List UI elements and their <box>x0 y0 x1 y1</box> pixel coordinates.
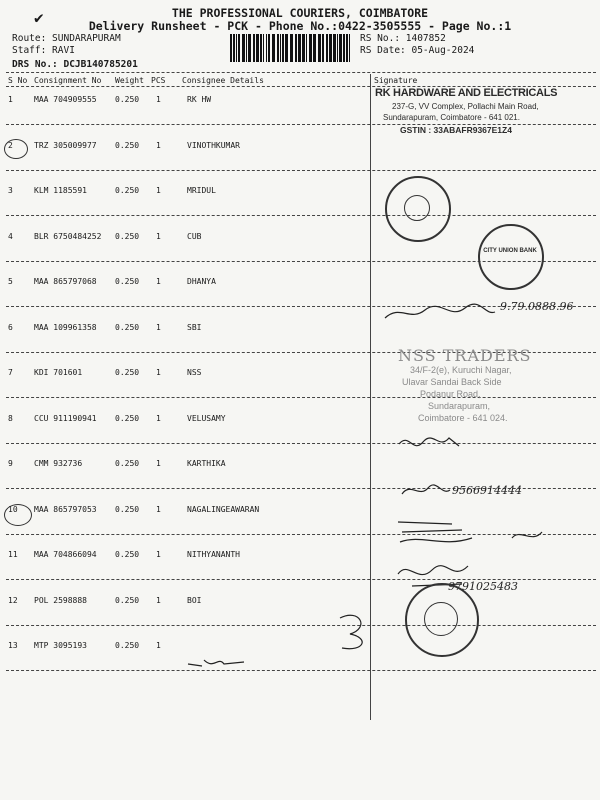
row-consignee: NITHYANANTH <box>187 550 240 559</box>
barcode-bar <box>268 34 270 62</box>
row-consignee: NSS <box>187 368 202 377</box>
barcode-bar <box>233 34 235 62</box>
signature-row-5 <box>380 300 500 324</box>
row-consignment-no: MTP 3095193 <box>34 641 87 650</box>
barcode-bar <box>272 34 275 62</box>
row-consignee: DHANYA <box>187 277 216 286</box>
handwritten-phone-row-11: 9791025483 <box>448 580 518 593</box>
row-weight: 0.250 <box>115 186 140 195</box>
row-pcs: 1 <box>156 277 161 286</box>
row-pcs: 1 <box>156 368 161 377</box>
barcode-bar <box>333 34 336 62</box>
barcode-bar <box>349 34 350 62</box>
row-weight: 0.250 <box>115 595 140 605</box>
row-consignee: NAGALINGEAWARAN <box>187 504 260 514</box>
barcode-bar <box>263 34 264 62</box>
row-pcs: 1 <box>156 95 161 104</box>
row-sno: 11 <box>8 550 18 559</box>
col-weight: Weight <box>115 76 144 85</box>
company-title: THE PROFESSIONAL COURIERS, COIMBATORE <box>171 6 429 20</box>
row-consignment-no: KDI 701601 <box>34 368 83 377</box>
row-separator <box>6 215 596 216</box>
rs-number: RS No.: 1407852 <box>360 33 446 44</box>
row-consignment-no: TRZ 305009977 <box>34 140 97 150</box>
courier-seal-inner <box>404 195 430 221</box>
row-sno: 2 <box>8 140 13 150</box>
route-field: Route: SUNDARAPURAM <box>12 33 121 44</box>
row-separator <box>6 397 596 398</box>
barcode-bar <box>282 34 284 62</box>
rk-stamp-address-1: 237-G, VV Complex, Pollachi Main Road, <box>392 102 539 111</box>
row-consignee: MRIDUL <box>187 186 216 195</box>
row-sno: 5 <box>8 277 13 286</box>
barcode-bar <box>337 34 338 62</box>
row-pcs: 1 <box>156 550 161 559</box>
row-weight: 0.250 <box>115 140 140 150</box>
handwritten-phone-row-9: 9566914444 <box>452 484 522 497</box>
barcode-bar <box>309 34 312 62</box>
signature-row-9 <box>398 478 453 502</box>
barcode-bar <box>339 34 342 62</box>
barcode-bar <box>253 34 255 62</box>
row-sno: 10 <box>8 504 18 514</box>
barcode <box>230 34 352 62</box>
row-sno: 8 <box>8 413 13 423</box>
row-pcs: 1 <box>156 641 161 650</box>
row-consignment-no: POL 2598888 <box>34 595 87 605</box>
row-pcs: 1 <box>156 504 161 514</box>
barcode-bar <box>290 34 293 62</box>
handwritten-phone-row-5: 9.79.0888.96 <box>500 300 574 313</box>
col-pcs: PCS <box>151 76 166 85</box>
row-consignment-no: CMM 932736 <box>34 459 83 468</box>
row-weight: 0.250 <box>115 277 140 286</box>
signature-row-8 <box>395 430 465 456</box>
bank-seal-inner <box>424 602 458 636</box>
barcode-bar <box>238 34 240 62</box>
drs-field: DRS No.: DCJB140785201 <box>12 59 138 70</box>
col-signature: Signature <box>374 76 418 85</box>
barcode-bar <box>343 34 345 62</box>
barcode-bar <box>346 34 348 62</box>
row-sno: 6 <box>8 322 13 332</box>
barcode-bar <box>230 34 232 62</box>
row-weight: 0.250 <box>115 413 140 423</box>
row-consignment-no: MAA 704909555 <box>34 95 97 104</box>
barcode-bar <box>295 34 297 62</box>
row-consignee: KARTHIKA <box>187 459 226 468</box>
barcode-bar <box>280 34 281 62</box>
barcode-bar <box>322 34 324 62</box>
barcode-bar <box>326 34 328 62</box>
row-sno: 9 <box>8 459 13 468</box>
runsheet-title: Delivery Runsheet - PCK - Phone No.:0422-3505555 - Page No.:1 <box>88 19 512 33</box>
barcode-bar <box>266 34 267 62</box>
rk-stamp-name: RK HARDWARE AND ELECTRICALS <box>375 87 558 99</box>
row-weight: 0.250 <box>115 459 140 468</box>
signature-row-10 <box>392 514 552 554</box>
row-pcs: 1 <box>156 322 161 332</box>
row-sno: 1 <box>8 95 13 104</box>
row-pcs: 1 <box>156 186 161 195</box>
row-sno: 12 <box>8 595 18 605</box>
nss-stamp-address-4: Sundarapuram, <box>428 401 491 411</box>
col-sno: S No <box>8 76 28 85</box>
row-weight: 0.250 <box>115 368 140 377</box>
row-pcs: 1 <box>156 413 161 423</box>
row-consignment-no: KLM 1185591 <box>34 186 87 195</box>
row-consignee: VELUSAMY <box>187 413 226 423</box>
row-consignment-no: MAA 109961358 <box>34 322 97 332</box>
staff-field: Staff: RAVI <box>12 45 75 56</box>
nss-stamp-address-1: 34/F-2(e), Kuruchi Nagar, <box>410 365 512 375</box>
row-pcs: 1 <box>156 231 161 241</box>
row-consignee: VINOTHKUMAR <box>187 140 240 150</box>
row-consignment-no: BLR 6750484252 <box>34 231 102 241</box>
barcode-bar <box>318 34 321 62</box>
cub-seal-text: CITY UNION BANK <box>483 248 537 254</box>
row-consignee: RK HW <box>187 95 212 104</box>
row-consignment-no: MAA 865797053 <box>34 504 97 514</box>
barcode-bar <box>248 34 251 62</box>
row-separator <box>6 670 596 671</box>
row-weight: 0.250 <box>115 322 140 332</box>
nss-stamp-address-2: Ulavar Sandai Back Side <box>402 377 502 387</box>
row-consignee: BOI <box>187 595 202 605</box>
row-separator <box>6 443 596 444</box>
row-sno: 3 <box>8 186 13 195</box>
cub-bank-seal <box>478 224 544 290</box>
row-weight: 0.250 <box>115 641 140 650</box>
barcode-bar <box>236 34 237 62</box>
row-sno: 7 <box>8 368 13 377</box>
row-separator <box>6 170 596 171</box>
signature-row-12 <box>330 608 400 654</box>
col-consignee: Consignee Details <box>182 76 264 85</box>
logo-mark: ✔ <box>34 8 44 27</box>
barcode-bar <box>302 34 305 62</box>
rk-stamp-gstin: GSTIN : 33ABAFR9367E1Z4 <box>400 125 512 135</box>
col-consignment: Consignment No <box>34 76 102 85</box>
row-separator <box>6 625 596 626</box>
row-consignment-no: CCU 911190941 <box>34 413 97 423</box>
row-pcs: 1 <box>156 140 161 150</box>
row-weight: 0.250 <box>115 504 140 514</box>
barcode-bar <box>285 34 288 62</box>
circle-mark-row-2 <box>4 139 28 159</box>
row-consignment-no: MAA 865797068 <box>34 277 97 286</box>
barcode-bar <box>329 34 332 62</box>
row-weight: 0.250 <box>115 95 140 104</box>
nss-stamp-address-5: Coimbatore - 641 024. <box>418 413 508 423</box>
row-sno: 13 <box>8 641 18 650</box>
nss-stamp-address-3: Podanur Road, <box>420 389 481 399</box>
row-consignee: SBI <box>187 322 202 332</box>
row-consignee: CUB <box>187 231 202 241</box>
barcode-bar <box>277 34 279 62</box>
row-pcs: 1 <box>156 459 161 468</box>
signature-row-13 <box>184 650 254 674</box>
circle-mark-row-10 <box>4 504 32 526</box>
rk-stamp-address-2: Sundarapuram, Coimbatore - 641 021. <box>383 113 520 122</box>
barcode-bar <box>246 34 247 62</box>
table-top-rule <box>6 72 596 73</box>
barcode-bar <box>306 34 307 62</box>
nss-stamp-name: NSS TRADERS <box>398 346 532 365</box>
barcode-bar <box>260 34 262 62</box>
barcode-bar <box>313 34 316 62</box>
row-sno: 4 <box>8 231 13 241</box>
row-pcs: 1 <box>156 595 161 605</box>
row-consignment-no: MAA 704866094 <box>34 550 97 559</box>
row-weight: 0.250 <box>115 231 140 241</box>
barcode-bar <box>256 34 259 62</box>
rs-date: RS Date: 05-Aug-2024 <box>360 45 475 56</box>
barcode-bar <box>242 34 245 62</box>
row-weight: 0.250 <box>115 550 140 559</box>
barcode-bar <box>298 34 301 62</box>
